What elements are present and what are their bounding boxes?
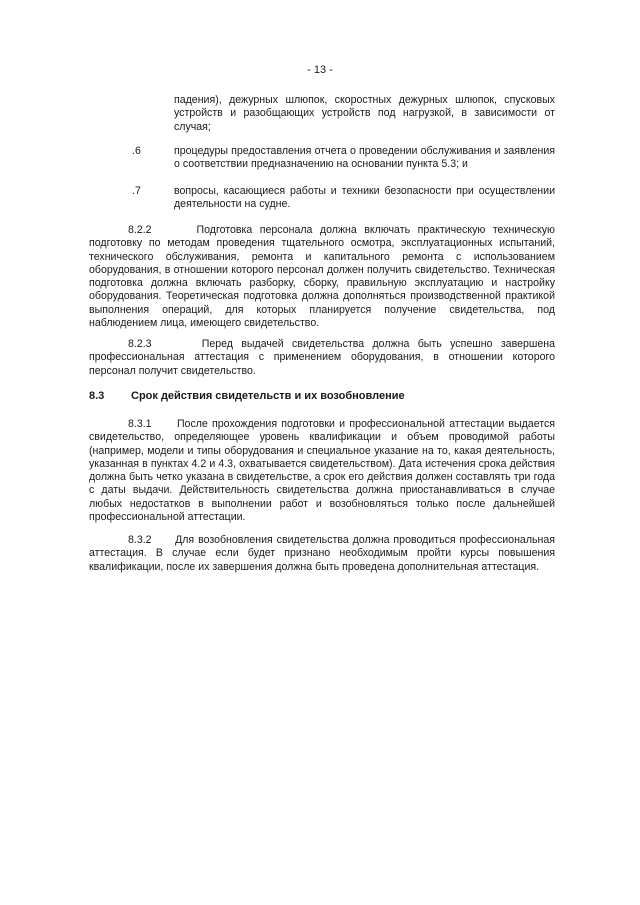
paragraph-8-3-2 <box>89 534 555 574</box>
paragraph-text: Для возобновления свидетельства должна проводиться профессиональная аттестация. В случае если будет признано необходимым пройти курсы повышения квалификации, после их завершения должна быть проведена дополнительная аттестация. <box>89 534 555 573</box>
paragraph-text: После прохождения подготовки и профессиональной аттестации выдается свидетельство, определяющее уровень квалификации и объем проводимой работы (например, модели и типы оборудования и специальное указание на то, какая деятельность, указанная в пунктах 4.2 и 4.3, охватывается свидетельством). Дата истечения срока действия должна быть четко указана в свидетельстве, а срок его действия должен составлять три года с даты выдачи. Действительность свидетельства должна приостанавливаться в случае любых недостатков в выполнении работ и возобновляться только после дальнейшей профессиональной аттестации. <box>89 418 555 524</box>
paragraph-8-2-3 <box>89 338 555 378</box>
list-item-number: .7 <box>132 185 141 197</box>
paragraph-8-2-2 <box>89 224 555 330</box>
section-title: Срок действия свидетельств и их возобновление <box>131 390 405 402</box>
section-heading-8-3 <box>89 390 405 403</box>
page-number: - 13 - <box>307 64 333 76</box>
paragraph-number: 8.2.2 <box>128 224 152 236</box>
list-item-number: .6 <box>132 145 141 157</box>
paragraph-number: 8.2.3 <box>128 338 152 350</box>
list-item-text: процедуры предоставления отчета о проведении обслуживания и заявления о соответствии предназначению на основании пункта 5.3; и <box>174 145 555 171</box>
paragraph-number: 8.3.2 <box>128 534 152 546</box>
paragraph-8-3-1 <box>89 418 555 524</box>
paragraph-text: Перед выдачей свидетельства должна быть успешно завершена профессиональная аттестация с применением оборудования, в отношении которого персонал получит свидетельство. <box>89 338 555 377</box>
continuation-paragraph: падения), дежурных шлюпок, скоростных дежурных шлюпок, спусковых устройств и разобщающих устройств под нагрузкой, в зависимости от случая; <box>174 94 555 133</box>
paragraph-number: 8.3.1 <box>128 418 152 430</box>
paragraph-text: Подготовка персонала должна включать практическую техническую подготовку по методам проведения тщательного осмотра, эксплуатационных испытаний, технического обслуживания, ремонта и капитального ремонта с использованием оборудования, в отношении которого персонал должен получить свидетельство. Техническая подготовка должна включать разборку, сборку, правильную эксплуатацию и настройку оборудования. Теоретическая подготовка должна дополняться производственной практикой выполнения операций, для которых планируется получение свидетельства, под наблюдением лица, имеющего свидетельство. <box>89 224 555 330</box>
section-number: 8.3 <box>89 390 105 402</box>
list-item-text: вопросы, касающиеся работы и техники безопасности при осуществлении деятельности на судне. <box>174 185 555 211</box>
